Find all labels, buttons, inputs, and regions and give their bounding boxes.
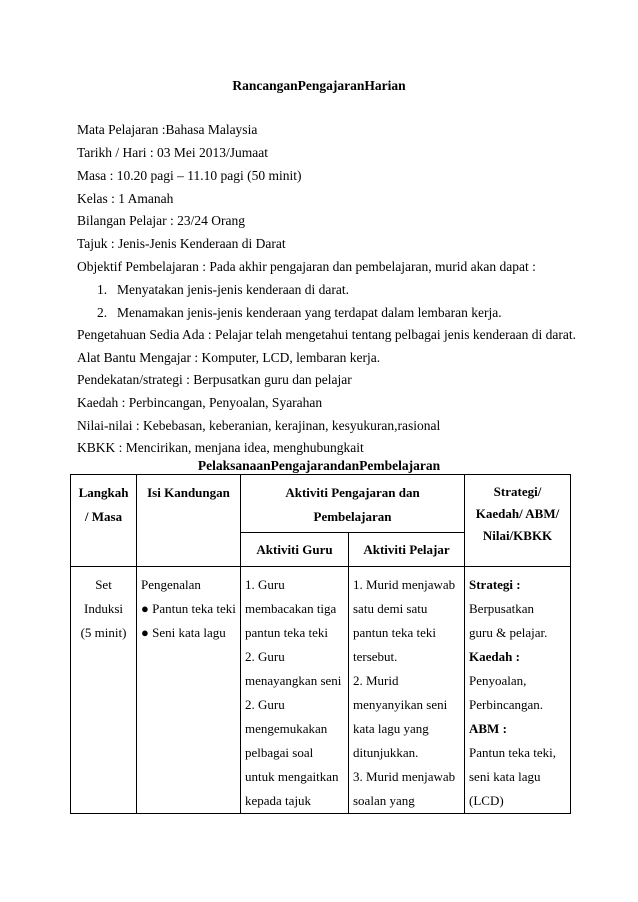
- objective-text: Menamakan jenis-jenis kenderaan yang terdapat dalam lembaran kerja.: [117, 305, 502, 320]
- header-aktiviti: Aktiviti Pengajaran dan Pembelajaran: [241, 475, 465, 533]
- objective-number: 1.: [97, 282, 108, 297]
- cell-aktiviti-pelajar: 1. Murid menjawab satu demi satu pantun teka teki tersebut. 2. Murid menyanyikan seni kata lagu yang ditunjukkan. 3. Murid menjawab soalan yang: [349, 567, 465, 814]
- cell-aktiviti-guru: 1. Guru membacakan tiga pantun teka teki 2. Guru menayangkan seni 2. Guru mengemukakan pelbagai soal untuk mengaitkan kepada tajuk: [241, 567, 349, 814]
- objective-number: 2.: [97, 305, 108, 320]
- info-approach: Pendekatan/strategi : Berpusatkan guru dan pelajar: [77, 372, 352, 387]
- info-students: Bilangan Pelajar : 23/24 Orang: [77, 213, 245, 228]
- cell-isi-kandungan: Pengenalan ● Pantun teka teki ● Seni kata lagu: [137, 567, 241, 814]
- info-method: Kaedah : Perbincangan, Penyoalan, Syarahan: [77, 395, 323, 410]
- header-aktiviti-pelajar: Aktiviti Pelajar: [349, 533, 465, 567]
- table-header-row: [71, 475, 571, 533]
- info-prior-knowledge: Pengetahuan Sedia Ada : Pelajar telah mengetahui tentang pelbagai jenis kenderaan di darat.: [77, 327, 576, 342]
- document-title: RancanganPengajaranHarian: [232, 78, 406, 93]
- objective-item: [97, 282, 349, 298]
- info-teaching-aids: Alat Bantu Mengajar : Komputer, LCD, lembaran kerja.: [77, 350, 381, 365]
- section-title: PelaksanaanPengajarandanPembelajaran: [197, 458, 441, 473]
- info-objective: Objektif Pembelajaran : Pada akhir pengajaran dan pembelajaran, murid akan dapat :: [77, 259, 536, 274]
- table-row: [71, 567, 571, 814]
- lesson-table: [70, 474, 571, 814]
- header-strategi: Strategi/ Kaedah/ ABM/ Nilai/KBKK: [465, 475, 571, 567]
- objective-text: Menyatakan jenis-jenis kenderaan di darat.: [117, 282, 350, 297]
- header-langkah: Langkah / Masa: [71, 475, 137, 567]
- info-time: Masa : 10.20 pagi – 11.10 pagi (50 minit): [77, 168, 302, 183]
- info-subject: Mata Pelajaran :Bahasa Malaysia: [77, 122, 258, 137]
- info-kbkk: KBKK : Mencirikan, menjana idea, menghubungkait: [77, 440, 364, 455]
- info-values: Nilai-nilai : Kebebasan, keberanian, kerajinan, kesyukuran,rasional: [77, 418, 441, 433]
- info-class: Kelas : 1 Amanah: [77, 191, 174, 206]
- cell-strategi: Strategi : Berpusatkan guru & pelajar. Kaedah : Penyoalan, Perbincangan. ABM : Pantun teka teki, seni kata lagu (LCD): [465, 567, 571, 814]
- info-topic: Tajuk : Jenis-Jenis Kenderaan di Darat: [77, 236, 286, 251]
- objective-item: [97, 305, 502, 321]
- info-date: Tarikh / Hari : 03 Mei 2013/Jumaat: [77, 145, 269, 160]
- header-isi-kandungan: Isi Kandungan: [137, 475, 241, 567]
- header-aktiviti-guru: Aktiviti Guru: [241, 533, 349, 567]
- cell-langkah: Set Induksi (5 minit): [71, 567, 137, 814]
